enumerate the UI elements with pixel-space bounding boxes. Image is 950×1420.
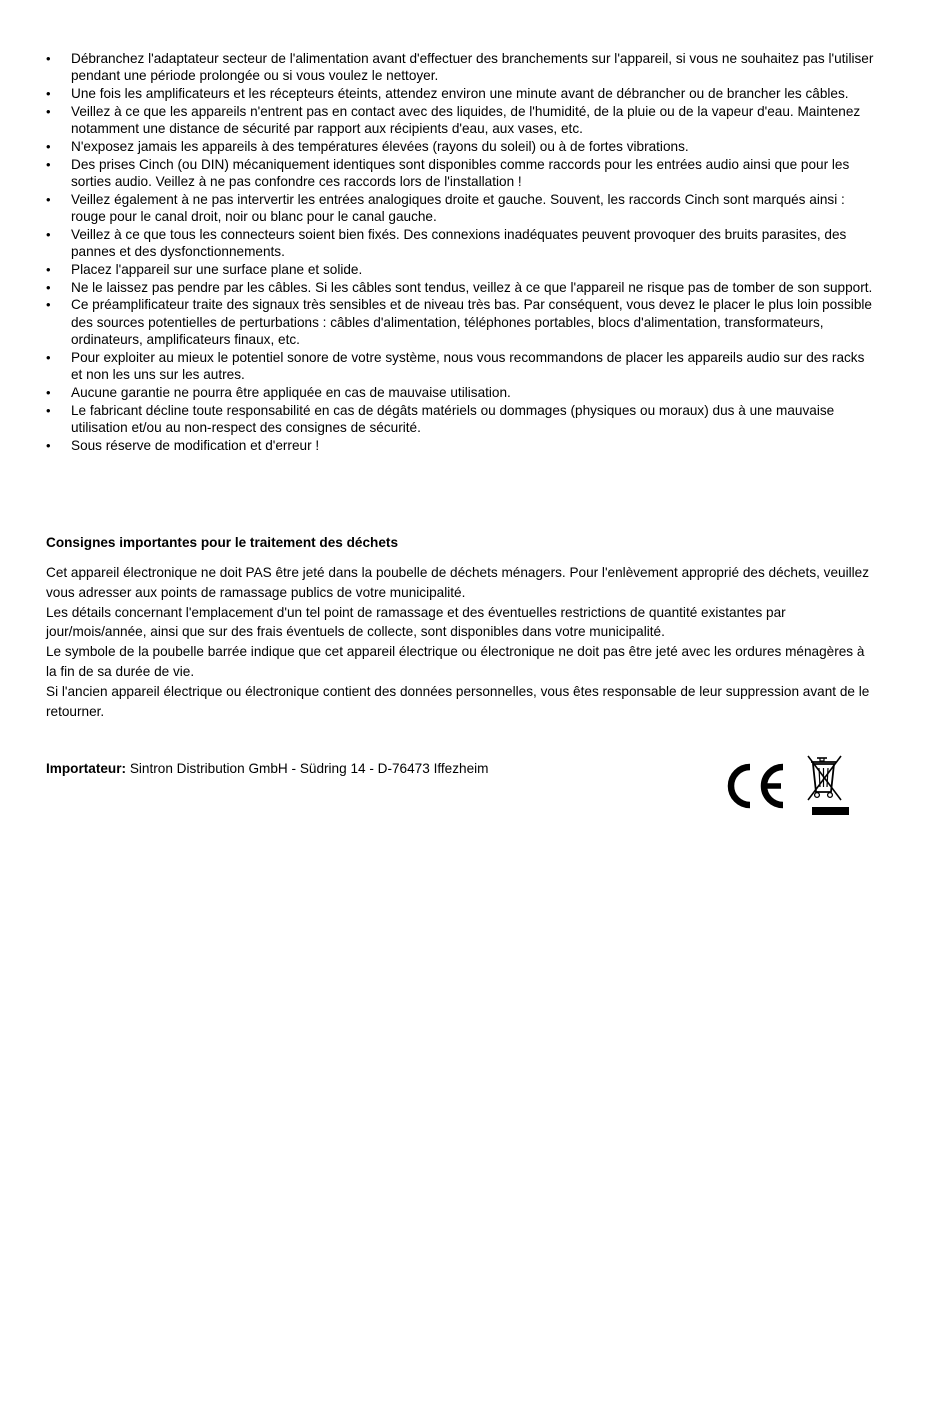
bullet-icon: • <box>46 437 51 453</box>
list-item <box>46 138 876 155</box>
bullet-icon: • <box>46 261 51 277</box>
bullet-icon: • <box>46 297 51 313</box>
importer-line <box>46 760 488 777</box>
list-item <box>46 191 876 226</box>
bullet-icon: • <box>46 279 51 295</box>
list-item-text: N'exposez jamais les appareils à des températures élevées (rayons du soleil) ou à de fortes vibrations. <box>71 138 689 154</box>
waste-paragraph: Si l'ancien appareil électrique ou électronique contient des données personnelles, vous êtes responsable de leur suppression avant de le retourner. <box>46 683 870 719</box>
list-item <box>46 85 876 102</box>
list-item-text: Débranchez l'adaptateur secteur de l'alimentation avant d'effectuer des branchements sur l'appareil, si vous ne souhaitez pas l'utiliser pendant une période prolongée ou si vous voulez le nettoyer. <box>71 51 874 84</box>
list-item <box>46 437 876 454</box>
list-item-text: Veillez à ce que tous les connecteurs soient bien fixés. Des connexions inadéquates peuvent provoquer des bruits parasites, des pannes et des dysfonctionnements. <box>71 226 847 260</box>
list-item-text: Ne le laissez pas pendre par les câbles. Si les câbles sont tendus, veillez à ce que l'appareil ne risque pas de tomber de son support. <box>71 279 873 295</box>
list-item <box>46 103 876 138</box>
list-item-text: Une fois les amplificateurs et les récepteurs éteints, attendez environ une minute avant de débrancher ou de brancher les câbles. <box>71 86 849 102</box>
safety-instructions-list <box>46 50 876 455</box>
bullet-icon: • <box>46 86 51 102</box>
list-item-text: Le fabricant décline toute responsabilité en cas de dégâts matériels ou dommages (physiques ou moraux) dus à une mauvaise utilisation et/ou au non-respect des consignes de sécurité. <box>71 402 835 436</box>
waste-paragraph: Le symbole de la poubelle barrée indique que cet appareil électrique ou électronique ne doit pas être jeté avec les ordures ménagères à la fin de sa durée de vie. <box>46 644 865 679</box>
bullet-icon: • <box>46 384 51 400</box>
bullet-icon: • <box>46 138 51 154</box>
waste-section-body <box>46 563 876 721</box>
list-item-text: Pour exploiter au mieux le potentiel sonore de votre système, nous vous recommandons de placer les appareils audio sur des racks et non les uns sur les autres. <box>71 349 865 383</box>
importer-label: Importateur: <box>46 761 127 776</box>
list-item-text: Sous réserve de modification et d'erreur ! <box>71 437 320 453</box>
list-item <box>46 384 876 401</box>
list-item <box>46 279 876 296</box>
list-item-text: Placez l'appareil sur une surface plane et solide. <box>71 261 363 277</box>
bullet-icon: • <box>46 156 51 172</box>
ce-mark-icon <box>731 767 783 805</box>
bullet-icon: • <box>46 349 51 365</box>
list-item <box>46 261 876 278</box>
waste-paragraph: Les détails concernant l'emplacement d'un tel point de ramassage et des éventuelles restrictions de quantité existantes par jour/mois/année, ainsi que sur des frais éventuels de collecte, sont disponibles dans votre municipalité. <box>46 604 786 640</box>
list-item <box>46 156 876 191</box>
importer-address: Sintron Distribution GmbH - Südring 14 - D-76473 Iffezheim <box>126 761 489 776</box>
compliance-marks <box>720 755 860 819</box>
list-item-text: Aucune garantie ne pourra être appliquée en cas de mauvaise utilisation. <box>71 384 511 400</box>
waste-section-title: Consignes importantes pour le traitement des déchets <box>46 535 399 550</box>
list-item-text: Ce préamplificateur traite des signaux très sensibles et de niveau très bas. Par conséquent, vous devez le placer le plus loin possible des sources potentielles de perturbations : câbles d'alimentation, téléphones portables, blocs d'alimentation, transformateurs, ordinateurs, amplificateurs finaux, etc. <box>71 297 872 348</box>
list-item-text: Veillez également à ne pas intervertir les entrées analogiques droite et gauche. Souvent, les raccords Cinch sont marqués ainsi : rouge pour le canal droit, noir ou blanc pour le canal gauche. <box>71 191 845 225</box>
bullet-icon: • <box>46 191 51 207</box>
list-item <box>46 50 876 85</box>
list-item-text: Des prises Cinch (ou DIN) mécaniquement identiques sont disponibles comme raccords pour les entrées audio ainsi que pour les sorties audio. Veillez à ne pas confondre ces raccords lors de l'installation ! <box>71 156 850 190</box>
list-item <box>46 226 876 261</box>
bullet-icon: • <box>46 226 51 242</box>
list-item <box>46 402 876 437</box>
list-item <box>46 349 876 384</box>
bullet-icon: • <box>46 103 51 119</box>
list-item-text: Veillez à ce que les appareils n'entrent pas en contact avec des liquides, de l'humidité, de la pluie ou de la vapeur d'eau. Maintenez notamment une distance de sécurité par rapport aux récipients d'eau, aux vases, etc. <box>71 103 861 137</box>
list-item <box>46 296 876 348</box>
waste-paragraph: Cet appareil électronique ne doit PAS être jeté dans la poubelle de déchets ménagers. Pour l'enlèvement approprié des déchets, veuillez vous adresser aux points de ramassage publics de votre municipalité. <box>46 565 870 600</box>
crossed-out-wheelie-bin-icon <box>808 756 849 815</box>
bullet-icon: • <box>46 402 51 418</box>
bullet-icon: • <box>46 51 51 66</box>
